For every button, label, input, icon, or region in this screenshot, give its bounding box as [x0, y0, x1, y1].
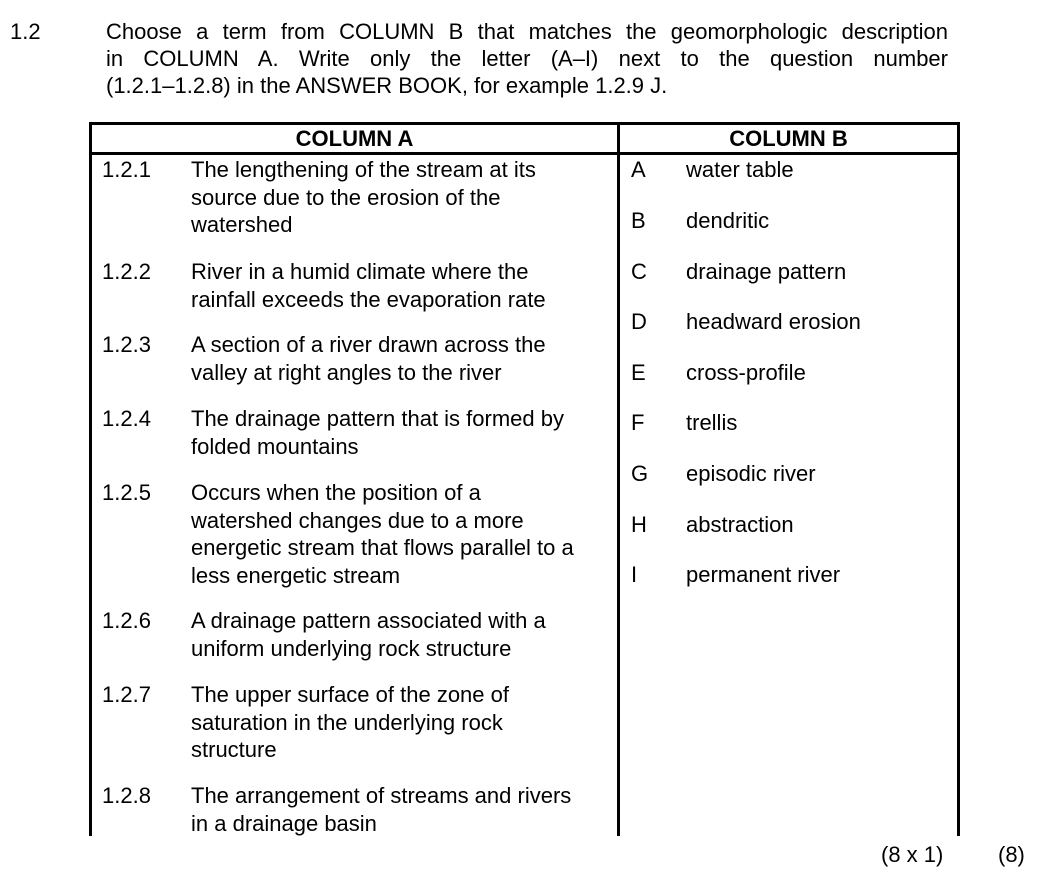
option-term: drainage pattern — [686, 259, 847, 284]
item-description — [191, 331, 621, 386]
item-description — [191, 405, 621, 460]
marks-total: (8) — [998, 842, 1025, 867]
option-letter: D — [631, 309, 647, 334]
option-letter: F — [631, 410, 645, 435]
table-left-border — [89, 122, 92, 836]
option-term: trellis — [686, 410, 738, 435]
header-divider — [89, 152, 960, 155]
item-description — [191, 156, 621, 239]
option-letter: I — [631, 562, 638, 587]
description-line: The lengthening of the stream at its — [191, 157, 536, 182]
item-description — [191, 782, 621, 837]
description-line: The arrangement of streams and rivers — [191, 783, 572, 808]
item-number: 1.2.4 — [102, 406, 151, 431]
option-letter: E — [631, 360, 646, 385]
question-instructions — [106, 18, 948, 99]
column-a-header: COLUMN A — [295, 126, 414, 151]
option-term: dendritic — [686, 208, 770, 233]
option-term: abstraction — [686, 512, 794, 537]
matching-table — [89, 122, 960, 836]
table-right-border — [957, 122, 960, 836]
description-line: A section of a river drawn across the — [191, 332, 546, 357]
description-line: River in a humid climate where the — [191, 259, 529, 284]
instruction-line: Choose a term from COLUMN B that matches the geomorphologic description — [106, 19, 948, 44]
item-number: 1.2.2 — [102, 259, 151, 284]
option-letter: A — [631, 157, 646, 182]
item-number: 1.2.6 — [102, 608, 151, 633]
description-line: energetic stream that flows parallel to a — [191, 535, 574, 560]
option-term: water table — [686, 157, 794, 182]
item-number: 1.2.1 — [102, 157, 151, 182]
item-description — [191, 681, 621, 764]
item-description — [191, 479, 621, 589]
description-line: folded mountains — [191, 433, 359, 459]
description-line: watershed changes due to a more — [191, 507, 524, 533]
description-line: The drainage pattern that is formed by — [191, 406, 564, 431]
description-line: valley at right angles to the river — [191, 359, 502, 385]
instruction-line: (1.2.1–1.2.8) in the ANSWER BOOK, for example 1.2.9 J. — [106, 73, 668, 98]
instruction-line: in COLUMN A. Write only the letter (A–I) next to the question number — [106, 46, 948, 71]
description-line: The upper surface of the zone of — [191, 682, 509, 707]
marks-breakdown: (8 x 1) — [881, 842, 944, 867]
description-line: watershed — [191, 212, 293, 237]
item-number: 1.2.3 — [102, 332, 151, 357]
option-term: headward erosion — [686, 309, 861, 334]
description-line: rainfall exceeds the evaporation rate — [191, 286, 546, 312]
option-letter: C — [631, 259, 647, 284]
description-line: uniform underlying rock structure — [191, 635, 512, 661]
item-number: 1.2.8 — [102, 783, 151, 808]
item-description — [191, 607, 621, 662]
option-letter: H — [631, 512, 647, 537]
item-description — [191, 258, 621, 313]
item-number: 1.2.5 — [102, 480, 151, 505]
description-line: less energetic stream — [191, 562, 401, 588]
option-letter: B — [631, 208, 646, 233]
option-term: cross-profile — [686, 360, 806, 385]
description-line: source due to the erosion of the — [191, 184, 501, 210]
option-letter: G — [631, 461, 649, 486]
option-term: episodic river — [686, 461, 816, 486]
description-line: Occurs when the position of a — [191, 480, 481, 505]
description-line: A drainage pattern associated with a — [191, 608, 546, 633]
description-line: structure — [191, 737, 277, 762]
description-line: saturation in the underlying rock — [191, 709, 503, 735]
column-b-header: COLUMN B — [729, 126, 848, 151]
option-term: permanent river — [686, 562, 841, 587]
description-line: in a drainage basin — [191, 810, 377, 836]
item-number: 1.2.7 — [102, 682, 151, 707]
question-number: 1.2 — [10, 19, 41, 44]
